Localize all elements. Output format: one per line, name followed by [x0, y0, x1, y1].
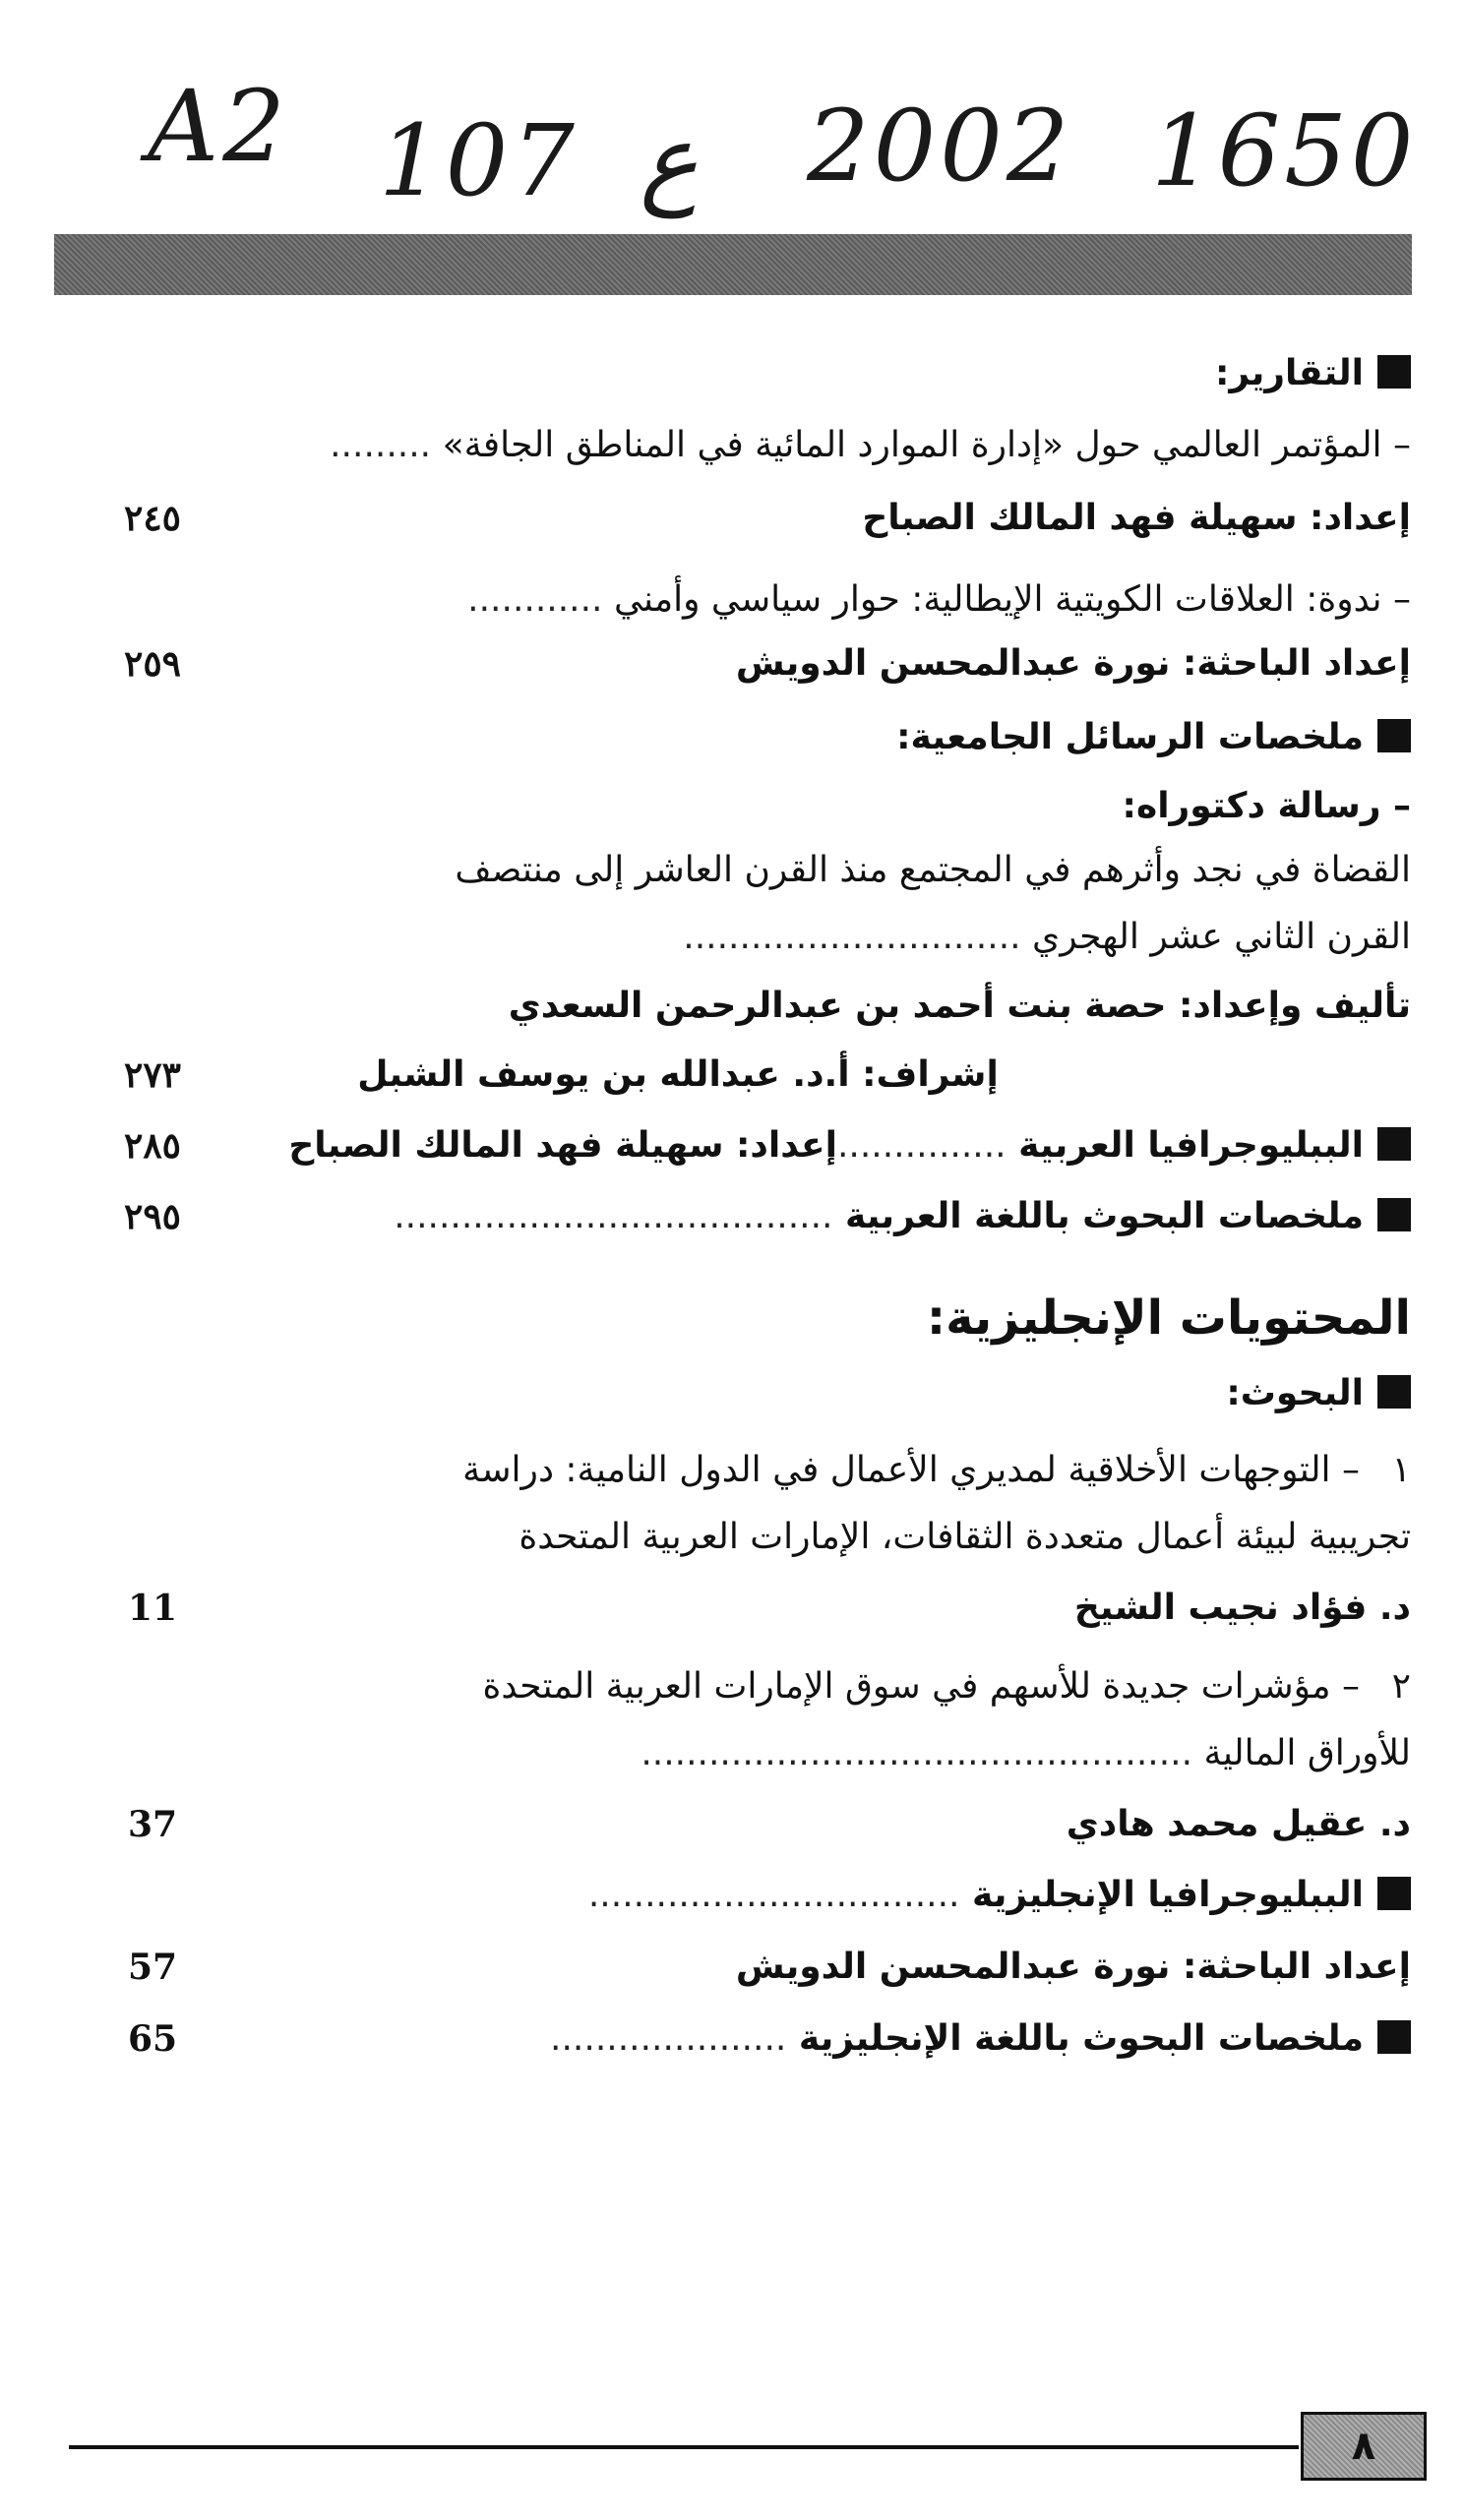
toc-entry-english-abstracts: ملخصات البحوث باللغة الإنجليزية ..................... — [250, 2014, 1411, 2064]
section-heading-reports: التقارير: — [250, 349, 1411, 398]
dot-leader: ............... — [836, 1125, 1007, 1166]
square-bullet-icon — [1377, 719, 1411, 752]
page-number: ٢٨٥ — [123, 1125, 181, 1167]
dot-leader: ....................................... — [394, 1196, 833, 1236]
section-heading-theses: ملخصات الرسائل الجامعية: — [250, 713, 1411, 762]
page-number: ٢٤٥ — [123, 498, 181, 539]
thesis-title-line: القضاة في نجد وأثرهم في المجتمع منذ القرن العاشر إلى منتصف — [455, 850, 1411, 890]
toc-entry-title: – ندوة: العلاقات الكويتية الإيطالية: حوار سياسي وأمني ............ — [467, 579, 1411, 620]
dot-leader: ................................................. — [641, 1733, 1193, 1773]
toc-entry-author: إعداد الباحثة: نورة عبدالمحسن الدويش — [735, 643, 1411, 684]
thesis-type: – رسالة دكتوراه: — [1122, 786, 1411, 826]
square-bullet-icon — [1377, 1127, 1411, 1161]
toc-entry-arabic-bibliography: الببليوجرافيا العربية ...............إعداد: سهيلة فهد المالك الصباح — [250, 1121, 1411, 1170]
research-title-line: للأوراق المالية ................................................. — [641, 1733, 1411, 1773]
square-bullet-icon — [1377, 1375, 1411, 1409]
square-bullet-icon — [1377, 1877, 1411, 1910]
square-bullet-icon — [1377, 2020, 1411, 2054]
research-title-line: ١– التوجهات الأخلاقية لمديري الأعمال في الدول النامية: دراسة — [462, 1450, 1411, 1490]
research-title-line: تجريبية لبيئة أعمال متعددة الثقافات، الإمارات العربية المتحدة — [519, 1517, 1411, 1557]
square-bullet-icon — [1377, 1198, 1411, 1231]
section-heading-research: البحوث: — [250, 1369, 1411, 1418]
handwritten-serial: 1650 — [1151, 93, 1418, 209]
thesis-title-line: القرن الثاني عشر الهجري .............................. — [683, 917, 1411, 957]
toc-entry-english-bibliography: الببليوجرافيا الإنجليزية ................................. — [250, 1871, 1411, 1920]
page-number: 11 — [127, 1588, 178, 1629]
dot-leader: ................................. — [587, 1875, 960, 1915]
research-author: د. عقيل محمد هادي — [1066, 1804, 1411, 1844]
square-bullet-icon — [1377, 355, 1411, 389]
footer-page-number: ٨ — [1301, 2412, 1427, 2481]
page-number: ٢٧٣ — [123, 1054, 181, 1096]
section-heading-english-contents: المحتويات الإنجليزية: — [926, 1290, 1411, 1346]
toc-entry-author: إعداد: سهيلة فهد المالك الصباح — [862, 498, 1411, 538]
toc-entry-title: – المؤتمر العالمي حول «إدارة الموارد المائية في المناطق الجافة» ......... — [330, 425, 1411, 465]
research-author: د. فؤاد نجيب الشيخ — [1073, 1588, 1411, 1628]
dot-leader: ..................... — [550, 2018, 787, 2059]
page-number: 57 — [127, 1947, 178, 1988]
handwritten-code: A2 — [148, 69, 289, 184]
dot-leader: ......... — [330, 425, 432, 465]
handwritten-year: 2002 — [807, 89, 1073, 204]
thesis-supervisor: إشراف: أ.د. عبدالله بن يوسف الشبل — [357, 1054, 999, 1095]
dot-leader: ............ — [467, 579, 603, 620]
toc-entry-arabic-abstracts: ملخصات البحوث باللغة العربية ....................................... — [250, 1192, 1411, 1241]
research-title-line: ٢– مؤشرات جديدة للأسهم في سوق الإمارات العربية المتحدة — [482, 1666, 1411, 1707]
dot-leader: .............................. — [683, 917, 1021, 957]
footer-rule — [69, 2445, 1299, 2449]
page-number: 37 — [127, 1804, 178, 1845]
handwritten-letter: ع — [640, 103, 699, 218]
toc-entry-author: إعداد الباحثة: نورة عبدالمحسن الدويش — [735, 1947, 1411, 1987]
page-number: ٢٥٩ — [123, 643, 181, 685]
page-number: 65 — [127, 2018, 178, 2060]
thesis-author: تأليف وإعداد: حصة بنت أحمد بن عبدالرحمن السعدي — [508, 986, 1411, 1026]
handwritten-number: 107 — [379, 103, 579, 218]
page-number: ٢٩٥ — [123, 1196, 181, 1237]
